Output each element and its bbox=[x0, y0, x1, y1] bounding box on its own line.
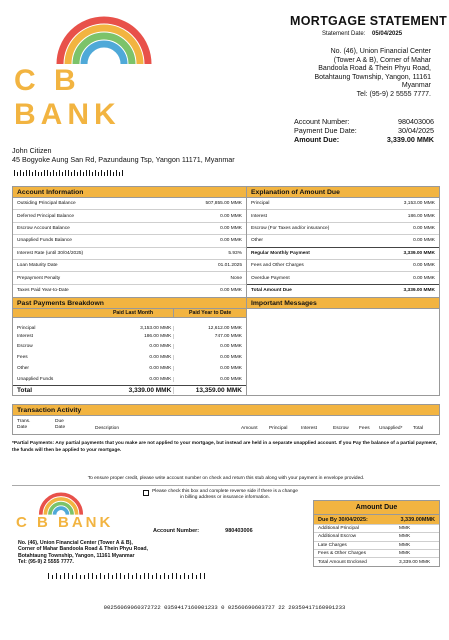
account-info-row bbox=[13, 260, 246, 272]
row-value: 3,339.00 MMK bbox=[399, 559, 431, 565]
row-ytd: 747.00 MMK bbox=[214, 333, 242, 339]
past-payment-row bbox=[13, 363, 246, 374]
row-ytd: 0.00 MMK bbox=[220, 365, 242, 371]
row-label: Fees bbox=[17, 354, 28, 360]
due-date-label: Payment Due Date: bbox=[294, 126, 357, 135]
row-label: Due By 30/04/2025: bbox=[318, 516, 368, 523]
explanation-row bbox=[247, 272, 439, 284]
col-paid-ytd: Paid Year to Date bbox=[189, 310, 232, 317]
row-label: Loan Maturity Date bbox=[17, 263, 58, 269]
important-messages-header: Important Messages bbox=[247, 298, 439, 309]
col-escrow: Escrow bbox=[333, 425, 349, 431]
info-section bbox=[13, 187, 439, 297]
logo-text: C B BANK bbox=[16, 514, 114, 531]
row-label: Fees & Other Charges bbox=[318, 551, 366, 557]
address-line: Botahtaung Township, Yangon, 11161 Myanmar bbox=[18, 552, 135, 559]
row-label: Overdue Payment bbox=[251, 275, 290, 281]
customer-address: 45 Bogyoke Aung San Rd, Pazundaung Tsp, Yangon 11171, Myanmar bbox=[12, 155, 235, 164]
col-total: Total bbox=[413, 425, 424, 431]
account-info-row bbox=[13, 272, 246, 284]
statement-title: MORTGAGE STATEMENT bbox=[290, 14, 448, 28]
explanation-row bbox=[247, 223, 439, 235]
payments-section bbox=[13, 297, 439, 394]
row-value: 0.00 MMK bbox=[413, 238, 435, 244]
explanation-row bbox=[247, 260, 439, 272]
row-value: MMK bbox=[399, 542, 411, 548]
row-label: Interest bbox=[251, 213, 267, 219]
row-last: 3,153.00 MMK bbox=[93, 326, 175, 331]
due-row bbox=[314, 515, 439, 525]
row-label: Deferred Principal Balance bbox=[17, 213, 75, 219]
bank-logo bbox=[14, 10, 194, 131]
row-label: Additional Principal bbox=[318, 526, 359, 532]
past-payment-row bbox=[13, 332, 246, 340]
account-info-row bbox=[13, 235, 246, 247]
account-number-label: Account Number: bbox=[294, 117, 350, 126]
row-ytd: 0.00 MMK bbox=[220, 376, 242, 382]
row-value: 0.00 MMK bbox=[220, 225, 242, 231]
due-row[interactable] bbox=[314, 525, 439, 533]
col-label: Due bbox=[55, 419, 64, 424]
row-value: 3,339.00MMK bbox=[400, 516, 435, 523]
row-label: Escrow (For Taxes and/or insurance) bbox=[251, 225, 330, 231]
customer-block bbox=[12, 146, 235, 164]
account-summary bbox=[294, 117, 434, 144]
partial-payments-note: *Partial Payments: Any partial payments that you make are not applied to your mortgage, but instead are held in a separate unapplied account. If you Pay the balance of a partial payment, the funds will then be applied to your mortgage. bbox=[12, 441, 437, 453]
row-label: Additional Escrow bbox=[318, 534, 357, 540]
address-line: No. (46), Union Financial Center bbox=[330, 48, 431, 55]
row-value: 0.00 MMK bbox=[220, 288, 242, 294]
address-line: Tel: (95-9) 2 5555 7777. bbox=[18, 558, 74, 565]
stub-account-number bbox=[153, 528, 253, 534]
past-payments-columns bbox=[13, 309, 246, 318]
explanation-of-amount-due bbox=[247, 187, 439, 297]
row-value: 0.00 MMK bbox=[413, 275, 435, 281]
row-label: Escrow bbox=[17, 343, 33, 349]
statement-date-label: Statement Date: bbox=[322, 31, 366, 37]
scan-line-code: 00256069060372722 0359417160901233 0 02560690603727 22 20359417160901233 bbox=[103, 604, 346, 611]
stub-bank-address bbox=[18, 540, 178, 565]
total-ytd: 13,359.00 MMK bbox=[195, 386, 242, 394]
stub-account-value: 980403006 bbox=[225, 528, 253, 534]
col-label: Date bbox=[17, 425, 28, 430]
address-line: No. (46), Union Financial Center (Tower A & B), bbox=[18, 540, 133, 546]
row-value: 507,855.00 MMK bbox=[205, 201, 242, 207]
due-row[interactable] bbox=[314, 542, 439, 550]
statement-date-value: 05/04/2025 bbox=[372, 31, 403, 37]
row-last: 0.00 MMK bbox=[93, 366, 175, 371]
col-label: Date bbox=[55, 425, 66, 430]
explanation-row bbox=[247, 285, 439, 297]
col-amount: Amount bbox=[241, 425, 258, 431]
row-value: 0.00 MMK bbox=[413, 225, 435, 231]
col-fees: Fees bbox=[359, 425, 370, 431]
row-label: Principal bbox=[251, 201, 270, 207]
row-value: 0.00 MMK bbox=[220, 213, 242, 219]
explanation-row bbox=[247, 248, 439, 260]
address-line: Corner of Mahar Bandoola Road & Thein Phyu Road, bbox=[18, 546, 148, 553]
transaction-activity-header: Transaction Activity bbox=[13, 405, 439, 416]
row-label: Regular Monthly Payment bbox=[251, 250, 310, 256]
total-last: 3,339.00 MMK bbox=[93, 387, 175, 394]
amount-due-box bbox=[313, 500, 440, 567]
past-payment-row bbox=[13, 341, 246, 352]
row-label: Total Amount Enclosed bbox=[318, 559, 367, 565]
col-interest: Interest bbox=[301, 425, 317, 431]
row-last: 0.00 MMK bbox=[93, 355, 175, 360]
address-line: Tel: (95-9) 2 5555 7777. bbox=[356, 90, 431, 98]
row-value: 0.00 MMK bbox=[413, 263, 435, 269]
row-ytd: 0.00 MMK bbox=[220, 354, 242, 360]
stub-account-label: Account Number: bbox=[153, 528, 200, 534]
due-row[interactable] bbox=[314, 558, 439, 566]
statement-date bbox=[322, 31, 402, 37]
row-label: Taxes Paid Year-to-Date bbox=[17, 288, 69, 294]
transaction-columns bbox=[13, 416, 439, 434]
past-payment-total bbox=[13, 385, 246, 395]
col-trans-date bbox=[17, 419, 55, 431]
past-payments bbox=[13, 298, 247, 394]
due-date-row bbox=[294, 126, 434, 135]
row-label: Unapplied Funds bbox=[17, 376, 54, 382]
explanation-row bbox=[247, 210, 439, 222]
row-value: 3,153.00 MMK bbox=[403, 201, 435, 207]
account-info-row bbox=[13, 285, 246, 297]
row-label: Other bbox=[251, 238, 263, 244]
address-change-note: Please check this box and complete reverse side if there is a change in billing address or insurance information. bbox=[152, 489, 298, 500]
account-number-value: 980403006 bbox=[398, 117, 434, 126]
transaction-activity bbox=[12, 404, 440, 435]
row-label: Unapplied Funds Balance bbox=[17, 238, 72, 244]
row-ytd: 0.00 MMK bbox=[220, 343, 242, 349]
account-info-row bbox=[13, 248, 246, 260]
postal-barcode-icon bbox=[48, 573, 208, 579]
row-ytd: 12,612.00 MMK bbox=[208, 325, 242, 331]
address-line: Myanmar bbox=[401, 82, 431, 90]
row-value: 5.93% bbox=[228, 250, 242, 256]
address-line: (Tower A & B), Corner of Mahar bbox=[333, 56, 431, 64]
due-row[interactable] bbox=[314, 533, 439, 541]
row-value: MMK bbox=[399, 534, 411, 540]
tear-line bbox=[12, 485, 440, 486]
row-value: MMK bbox=[399, 526, 411, 532]
row-value: 3,339.00 MMK bbox=[403, 250, 435, 256]
explanation-row bbox=[247, 235, 439, 247]
row-label: Escrow Account Balance bbox=[17, 225, 70, 231]
row-value: 186.00 MMK bbox=[407, 213, 435, 219]
row-label: Late Charges bbox=[318, 542, 347, 548]
row-value: 3,339.00 MMK bbox=[403, 288, 435, 294]
statement-table bbox=[12, 186, 440, 396]
row-last: 186.00 MMK bbox=[93, 334, 175, 339]
row-value: None bbox=[230, 275, 242, 281]
amount-due-row bbox=[294, 135, 434, 144]
address-line: Bandoola Road & Thein Phyu Road, bbox=[318, 65, 431, 73]
col-paid-last-month: Paid Last Month bbox=[93, 309, 175, 318]
account-number-row bbox=[294, 117, 434, 126]
important-messages bbox=[247, 298, 439, 394]
col-principal: Principal bbox=[269, 425, 288, 431]
row-label: Interest Rate (until 30/04/2025) bbox=[17, 250, 84, 256]
bank-address bbox=[241, 48, 431, 100]
rainbow-icon bbox=[38, 492, 84, 516]
col-unapplied: Unapplied* bbox=[379, 425, 403, 431]
stub-logo bbox=[16, 490, 146, 538]
amount-due-label: Amount Due: bbox=[294, 135, 340, 144]
col-label: Trans. bbox=[17, 419, 31, 424]
logo-text: C B BANK bbox=[14, 64, 121, 131]
row-label: Outsiding Principal Balance bbox=[17, 201, 76, 207]
account-info-row bbox=[13, 223, 246, 235]
explanation-row bbox=[247, 198, 439, 210]
past-payment-row bbox=[13, 374, 246, 385]
rainbow-icon bbox=[54, 16, 154, 66]
col-due-date bbox=[55, 419, 95, 431]
row-last: 0.00 MMK bbox=[93, 377, 175, 382]
row-value: 0.00 MMK bbox=[220, 238, 242, 244]
col-description: Description bbox=[95, 425, 119, 431]
row-label: Principal bbox=[17, 325, 36, 331]
total-label: Total bbox=[17, 386, 33, 394]
row-label: Other bbox=[17, 365, 29, 371]
explanation-header: Explanation of Amount Due bbox=[247, 187, 439, 198]
due-row[interactable] bbox=[314, 550, 439, 558]
account-info-row bbox=[13, 210, 246, 222]
past-payments-header: Past Payments Breakdown bbox=[13, 298, 246, 309]
row-value: 01.01.2025 bbox=[217, 263, 242, 269]
amount-due-header: Amount Due bbox=[314, 501, 439, 515]
row-label: Total Amount Due bbox=[251, 288, 292, 294]
stub-instructions: To ensure proper credit, please write account number on check and return this stub along with your payment in envelope provided. bbox=[87, 476, 365, 481]
past-payment-row bbox=[13, 352, 246, 363]
row-label: Fees and Other Charges bbox=[251, 263, 304, 269]
account-information bbox=[13, 187, 247, 297]
row-value: MMK bbox=[399, 551, 411, 557]
due-date-value: 30/04/2025 bbox=[398, 126, 434, 135]
row-label: Interest bbox=[17, 333, 33, 339]
account-info-row bbox=[13, 198, 246, 210]
postal-barcode-icon bbox=[14, 170, 124, 176]
customer-name: John Citizen bbox=[12, 146, 52, 155]
account-information-header: Account Information bbox=[13, 187, 246, 198]
amount-due-value: 3,339.00 MMK bbox=[386, 135, 434, 144]
past-payment-row bbox=[13, 324, 246, 332]
row-last: 0.00 MMK bbox=[93, 344, 175, 349]
address-line: Botahtaung Township, Yangon, 11161 bbox=[314, 73, 431, 81]
row-label: Prepayment Penalty bbox=[17, 275, 61, 281]
